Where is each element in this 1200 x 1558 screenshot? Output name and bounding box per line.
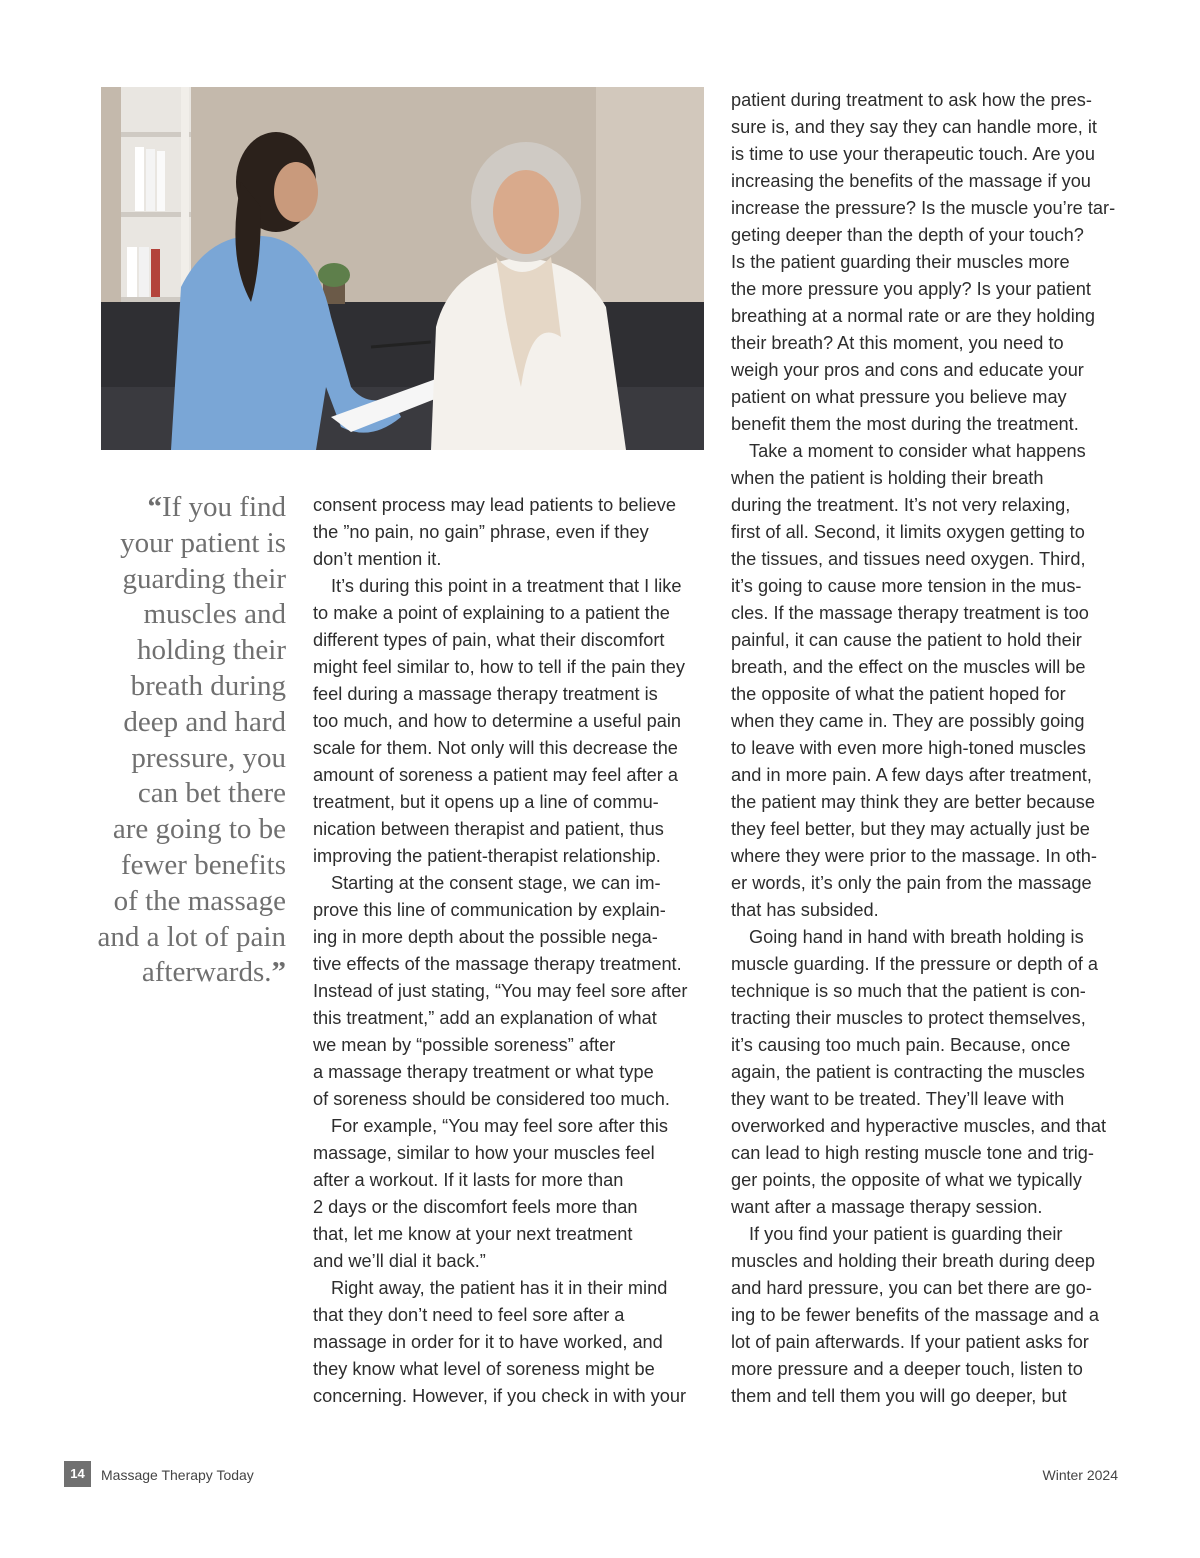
text-line: the ”no pain, no gain” phrase, even if they bbox=[313, 522, 649, 542]
text-line: sure is, and they say they can handle more, it bbox=[731, 117, 1097, 137]
text-line: ing in more depth about the possible nega- bbox=[313, 927, 658, 947]
text-line: patient during treatment to ask how the pres- bbox=[731, 90, 1092, 110]
text-line: massage in order for it to have worked, and bbox=[313, 1332, 663, 1352]
pull-quote-line: and a lot of pain bbox=[97, 920, 286, 953]
text-line: this treatment,” add an explanation of what bbox=[313, 1008, 657, 1028]
pull-quote bbox=[96, 490, 286, 991]
pull-quote-line: “If you find bbox=[147, 491, 286, 523]
text-line: tracting their muscles to protect themselves, bbox=[731, 1008, 1086, 1028]
text-line: they know what level of soreness might be bbox=[313, 1359, 655, 1379]
text-line: er words, it’s only the pain from the massage bbox=[731, 873, 1092, 893]
text-line: nication between therapist and patient, thus bbox=[313, 819, 664, 839]
text-line: the tissues, and tissues need oxygen. Third, bbox=[731, 549, 1086, 569]
text-line: too much, and how to determine a useful pain bbox=[313, 711, 682, 731]
text-line: is time to use your therapeutic touch. Are you bbox=[731, 144, 1095, 164]
therapist-consultation-image bbox=[101, 87, 704, 450]
text-line: geting deeper than the depth of your touch? bbox=[731, 225, 1084, 245]
text-line: lot of pain afterwards. If your patient asks for bbox=[731, 1332, 1089, 1352]
text-line: 2 days or the discomfort feels more than bbox=[313, 1197, 638, 1217]
text-line: Going hand in hand with breath holding is bbox=[749, 927, 1084, 947]
open-quote-mark: “ bbox=[147, 491, 162, 523]
text-line: breath, and the effect on the muscles will be bbox=[731, 657, 1086, 677]
text-line: concerning. However, if you check in with your bbox=[313, 1386, 687, 1406]
page-footer bbox=[64, 1461, 1118, 1488]
text-line: painful, it can cause the patient to hold their bbox=[731, 630, 1082, 650]
magazine-title: Massage Therapy Today bbox=[101, 1467, 254, 1483]
text-line: cles. If the massage therapy treatment is too bbox=[731, 603, 1089, 623]
text-line: Instead of just stating, “You may feel sore after bbox=[313, 981, 688, 1001]
text-line: For example, “You may feel sore after this bbox=[331, 1116, 668, 1136]
text-line: Is the patient guarding their muscles more bbox=[731, 252, 1070, 272]
text-line: and in more pain. A few days after treatment, bbox=[731, 765, 1092, 785]
text-line: treatment, but it opens up a line of commu- bbox=[313, 792, 659, 812]
pull-quote-line: holding their bbox=[136, 634, 286, 667]
pull-quote-line: guarding their bbox=[122, 562, 286, 595]
text-line: Take a moment to consider what happens bbox=[749, 441, 1086, 461]
text-line: a massage therapy treatment or what type bbox=[313, 1062, 654, 1082]
text-line: of soreness should be considered too much. bbox=[313, 1089, 670, 1109]
text-line: tive effects of the massage therapy treatment. bbox=[313, 954, 682, 974]
text-line: scale for them. Not only will this decrease the bbox=[313, 738, 678, 758]
text-line: to make a point of explaining to a patient the bbox=[313, 603, 670, 623]
text-line: benefit them the most during the treatment. bbox=[731, 414, 1079, 434]
article-column-right bbox=[731, 87, 1126, 1410]
text-line: ing to be fewer benefits of the massage and a bbox=[731, 1305, 1100, 1325]
pull-quote-line: deep and hard bbox=[123, 705, 286, 738]
text-line: we mean by “possible soreness” after bbox=[313, 1035, 616, 1055]
text-line: where they were prior to the massage. In oth- bbox=[731, 846, 1097, 866]
close-quote-mark: ” bbox=[271, 956, 286, 989]
text-line: that, let me know at your next treatment bbox=[313, 1224, 633, 1244]
text-line: during the treatment. It’s not very relaxing, bbox=[731, 495, 1071, 515]
text-line: improving the patient-therapist relationship. bbox=[313, 846, 661, 866]
text-line: want after a massage therapy session. bbox=[731, 1197, 1043, 1217]
text-line: when the patient is holding their breath bbox=[731, 468, 1044, 488]
pull-quote-line: can bet there bbox=[137, 777, 286, 810]
text-line: it’s causing too much pain. Because, once bbox=[731, 1035, 1071, 1055]
pull-quote-line: your patient is bbox=[120, 526, 286, 559]
text-line: patient on what pressure you believe may bbox=[731, 387, 1067, 407]
pull-quote-line: fewer benefits bbox=[120, 848, 286, 881]
text-line: more pressure and a deeper touch, listen to bbox=[731, 1359, 1083, 1379]
text-line: the more pressure you apply? Is your patient bbox=[731, 279, 1091, 299]
text-line: technique is so much that the patient is con- bbox=[731, 981, 1086, 1001]
text-line: breathing at a normal rate or are they holding bbox=[731, 306, 1095, 326]
text-line: and hard pressure, you can bet there are go- bbox=[731, 1278, 1092, 1298]
text-line: them and tell them you will go deeper, but bbox=[731, 1386, 1067, 1406]
page-number: 14 bbox=[64, 1461, 91, 1487]
text-line: ger points, the opposite of what we typically bbox=[731, 1170, 1082, 1190]
text-line: If you find your patient is guarding their bbox=[749, 1224, 1063, 1244]
text-line: might feel similar to, how to tell if the pain they bbox=[313, 657, 686, 677]
text-line: different types of pain, what their discomfort bbox=[313, 630, 665, 650]
text-line: It’s during this point in a treatment that I like bbox=[331, 576, 682, 596]
text-line: after a workout. If it lasts for more than bbox=[313, 1170, 624, 1190]
text-line: muscles and holding their breath during deep bbox=[731, 1251, 1095, 1271]
text-line: the opposite of what the patient hoped for bbox=[731, 684, 1066, 704]
pull-quote-line: of the massage bbox=[113, 884, 286, 917]
text-line: increase the pressure? Is the muscle you’re tar- bbox=[731, 198, 1116, 218]
text-line: when they came in. They are possibly going bbox=[731, 711, 1085, 731]
text-line: prove this line of communication by explain- bbox=[313, 900, 666, 920]
pull-quote-line: afterwards.” bbox=[141, 956, 286, 989]
text-line: feel during a massage therapy treatment is bbox=[313, 684, 658, 704]
text-line: they want to be treated. They’ll leave with bbox=[731, 1089, 1065, 1109]
text-line: don’t mention it. bbox=[313, 549, 442, 569]
text-line: their breath? At this moment, you need to bbox=[731, 333, 1064, 353]
text-line: can lead to high resting muscle tone and trig- bbox=[731, 1143, 1094, 1163]
text-line: muscle guarding. If the pressure or depth of a bbox=[731, 954, 1098, 974]
text-line: it’s going to cause more tension in the mus- bbox=[731, 576, 1082, 596]
article-photo bbox=[101, 87, 704, 450]
text-line: again, the patient is contracting the muscles bbox=[731, 1062, 1085, 1082]
text-line: overworked and hyperactive muscles, and that bbox=[731, 1116, 1107, 1136]
text-line: first of all. Second, it limits oxygen getting to bbox=[731, 522, 1085, 542]
text-line: Right away, the patient has it in their mind bbox=[331, 1278, 668, 1298]
text-line: they feel better, but they may actually just be bbox=[731, 819, 1090, 839]
pull-quote-line: pressure, you bbox=[131, 741, 286, 774]
text-line: increasing the benefits of the massage if you bbox=[731, 171, 1091, 191]
pull-quote-line: muscles and bbox=[143, 598, 286, 631]
text-line: consent process may lead patients to believe bbox=[313, 495, 676, 515]
pull-quote-line: breath during bbox=[130, 669, 286, 702]
text-line: weigh your pros and cons and educate your bbox=[731, 360, 1084, 380]
article-column-middle bbox=[313, 492, 708, 1410]
text-line: amount of soreness a patient may feel after a bbox=[313, 765, 678, 785]
text-line: massage, similar to how your muscles feel bbox=[313, 1143, 655, 1163]
text-line: to leave with even more high-toned muscles bbox=[731, 738, 1086, 758]
text-line: Starting at the consent stage, we can im- bbox=[331, 873, 661, 893]
pull-quote-line: are going to be bbox=[112, 813, 286, 846]
text-line: and we’ll dial it back.” bbox=[313, 1251, 486, 1271]
text-line: that has subsided. bbox=[731, 900, 879, 920]
text-line: the patient may think they are better because bbox=[731, 792, 1095, 812]
issue-label: Winter 2024 bbox=[1042, 1467, 1118, 1483]
text-line: that they don’t need to feel sore after a bbox=[313, 1305, 625, 1325]
